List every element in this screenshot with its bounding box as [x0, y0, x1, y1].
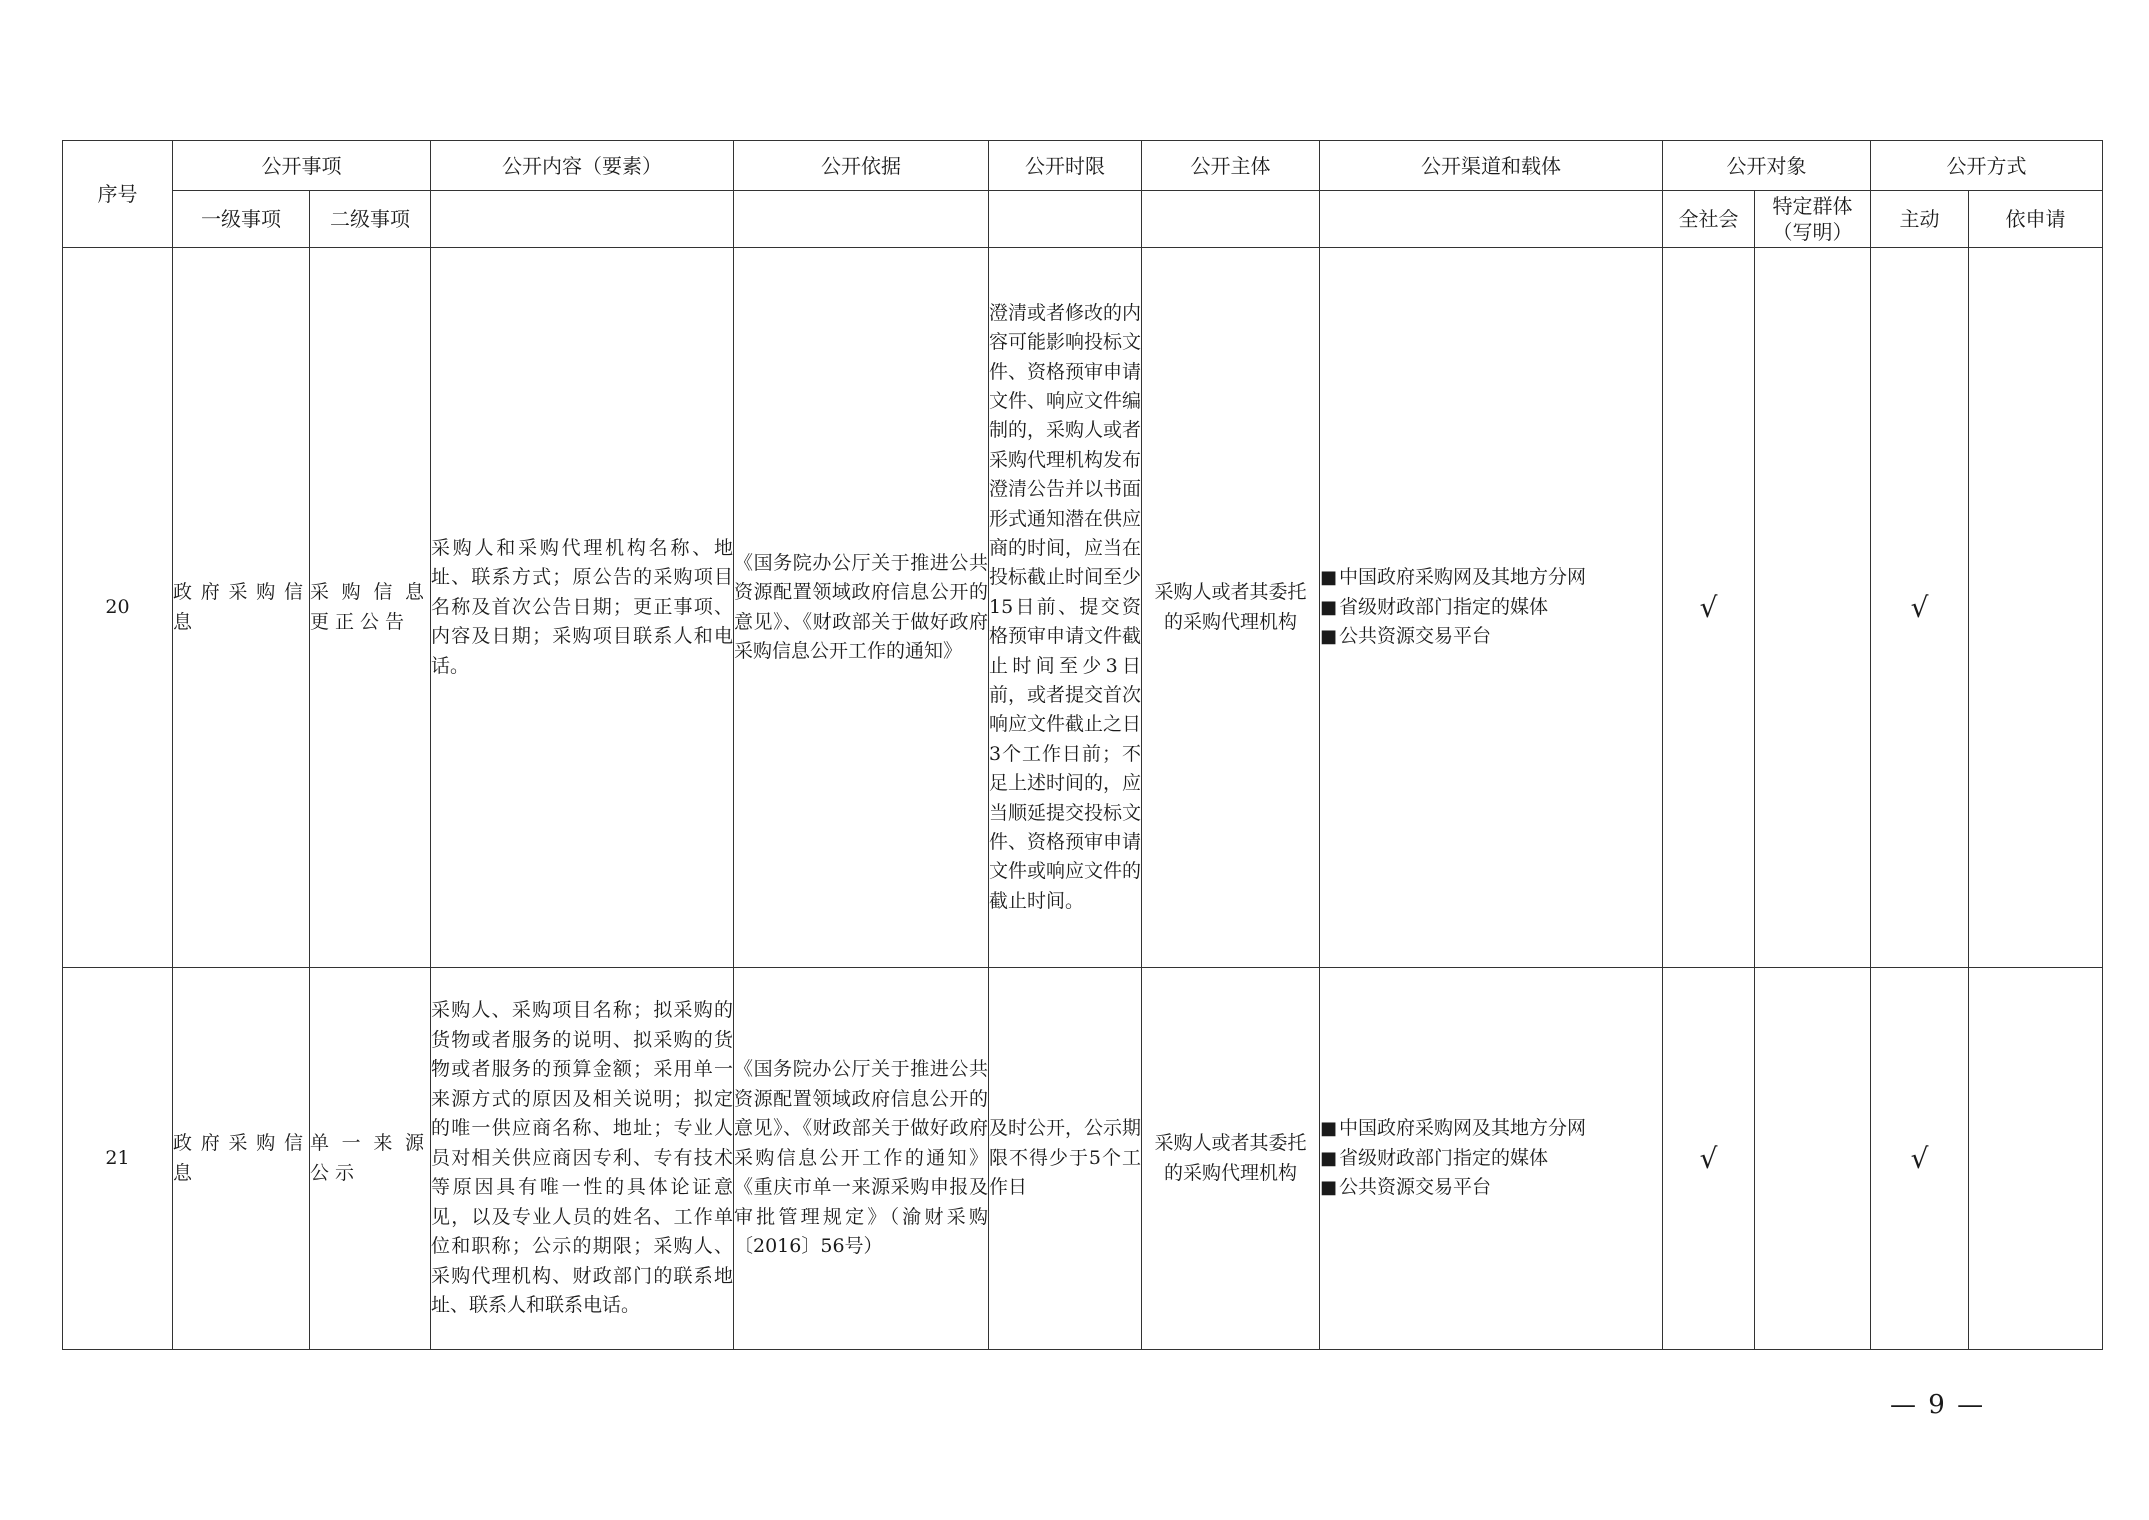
channel-item: [1320, 1114, 1662, 1144]
method-request-cell: [1969, 968, 2103, 1350]
header-content-sub: [431, 191, 734, 248]
header-subject-sub: [1142, 191, 1320, 248]
method-active-check: √: [1871, 968, 1969, 1350]
row-content: 采购人、采购项目名称；拟采购的货物或者服务的说明、拟采购的货物或者服务的预算金额；采用单一来源方式的原因及相关说明；拟定的唯一供应商名称、地址；专业人员对相关供应商因专利、专有技术等原因具有唯一性的具体论证意见，以及专业人员的姓名、工作单位和职称；公示的期限；采购人、采购代理机构、财政部门的联系地址、联系人和联系电话。: [431, 968, 734, 1350]
target-group-cell: [1755, 248, 1871, 968]
header-timelimit-sub: [989, 191, 1142, 248]
row-basis: 《国务院办公厅关于推进公共资源配置领域政府信息公开的意见》、《财政部关于做好政府采购信息公开工作的通知》《重庆市单一来源采购申报及审批管理规定》（渝财采购〔2016〕56号）: [734, 968, 989, 1350]
table-row: [63, 968, 2103, 1350]
target-group-cell: [1755, 968, 1871, 1350]
channel-label: 省级财政部门指定的媒体: [1339, 1146, 1549, 1169]
row-channels: [1320, 968, 1663, 1350]
channel-item: [1320, 563, 1662, 593]
header-basis: 公开依据: [734, 141, 989, 191]
row-seq: 21: [63, 968, 173, 1350]
target-all-check: √: [1663, 248, 1755, 968]
header-row-2: [63, 191, 2103, 248]
row-level1: 政府采购信息: [173, 968, 310, 1350]
target-all-check: √: [1663, 968, 1755, 1350]
channel-label: 省级财政部门指定的媒体: [1339, 595, 1549, 618]
square-bullet-icon: ■: [1320, 1177, 1338, 1199]
channel-label: 公共资源交易平台: [1339, 625, 1492, 648]
row-basis: 《国务院办公厅关于推进公共资源配置领域政府信息公开的意见》、《财政部关于做好政府采购信息公开工作的通知》: [734, 248, 989, 968]
channel-label: 中国政府采购网及其地方分网: [1339, 566, 1587, 589]
channel-label: 公共资源交易平台: [1339, 1176, 1492, 1199]
header-timelimit: 公开时限: [989, 141, 1142, 191]
header-seq: 序号: [63, 141, 173, 248]
method-active-check: √: [1871, 248, 1969, 968]
row-content: 采购人和采购代理机构名称、地址、联系方式；原公告的采购项目名称及首次公告日期；更正事项、内容及日期；采购项目联系人和电话。: [431, 248, 734, 968]
row-seq: 20: [63, 248, 173, 968]
header-method: 公开方式: [1871, 141, 2103, 191]
channel-item: [1320, 622, 1662, 652]
row-level2: 单一来源公示: [310, 968, 431, 1350]
header-item-level1: 一级事项: [173, 191, 310, 248]
square-bullet-icon: ■: [1320, 596, 1338, 618]
row-channels: [1320, 248, 1663, 968]
row-level1: 政府采购信息: [173, 248, 310, 968]
header-subject: 公开主体: [1142, 141, 1320, 191]
header-row-1: [63, 141, 2103, 191]
row-timelimit: 及时公开，公示期限不得少于5个工作日: [989, 968, 1142, 1350]
row-timelimit: 澄清或者修改的内容可能影响投标文件、资格预审申请文件、响应文件编制的，采购人或者采购代理机构发布澄清公告并以书面形式通知潜在供应商的时间，应当在投标截止时间至少15日前、提交资格预审申请文件截止时间至少3日前，或者提交首次响应文件截止之日3个工作日前；不足上述时间的，应当顺延提交投标文件、资格预审申请文件或响应文件的截止时间。: [989, 248, 1142, 968]
channel-label: 中国政府采购网及其地方分网: [1339, 1117, 1587, 1140]
header-method-request: 依申请: [1969, 191, 2103, 248]
square-bullet-icon: ■: [1320, 567, 1338, 589]
disclosure-table: [62, 140, 2103, 1350]
header-content: 公开内容（要素）: [431, 141, 734, 191]
square-bullet-icon: ■: [1320, 1118, 1338, 1140]
table-row: [63, 248, 2103, 968]
square-bullet-icon: ■: [1320, 626, 1338, 648]
square-bullet-icon: ■: [1320, 1147, 1338, 1169]
row-level2: 采购信息更正公告: [310, 248, 431, 968]
header-target-group: 特定群体（写明）: [1755, 191, 1871, 248]
channel-item: [1320, 1144, 1662, 1174]
header-channel: 公开渠道和载体: [1320, 141, 1663, 191]
row-subject: 采购人或者其委托的采购代理机构: [1142, 248, 1320, 968]
header-basis-sub: [734, 191, 989, 248]
header-channel-sub: [1320, 191, 1663, 248]
header-item: 公开事项: [173, 141, 431, 191]
header-item-level2: 二级事项: [310, 191, 431, 248]
method-request-cell: [1969, 248, 2103, 968]
header-target: 公开对象: [1663, 141, 1871, 191]
header-target-all: 全社会: [1663, 191, 1755, 248]
channel-item: [1320, 593, 1662, 623]
header-method-active: 主动: [1871, 191, 1969, 248]
row-subject: 采购人或者其委托的采购代理机构: [1142, 968, 1320, 1350]
channel-item: [1320, 1173, 1662, 1203]
page-number: — 9 —: [1890, 1390, 1986, 1420]
